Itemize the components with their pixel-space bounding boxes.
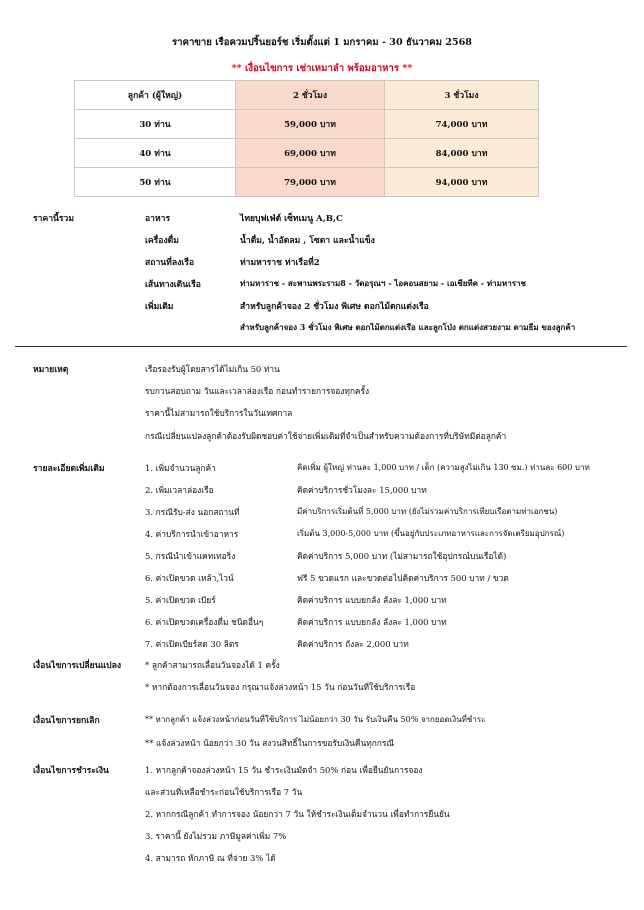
header-3-hours: 3 ชั่วโมง — [385, 81, 539, 110]
detail-value: มีค่าบริการเริ่มต้นที่ 5,000 บาท (ยังไม่รวมค่าบริการเทียบเรือตามท่าเอกชน) — [297, 507, 558, 516]
price-2-hours: 69,000 บาท — [236, 139, 385, 168]
detail-label: 5. กรณีนำเข้าแคทเทอริ่ง — [145, 551, 236, 561]
change-line: * ลูกค้าสามารถเลื่อนวันจองได้ 1 ครั้ง — [145, 660, 280, 670]
change-line: * หากต้องการเลื่อนวันจอง กรุณาแจ้งล่วงหน้า 15 วัน ก่อนวันที่ใช้บริการเรือ — [145, 682, 416, 692]
detail-value: คิดค่าบริการ แบบยกลัง ลังละ 1,000 บาท — [297, 617, 447, 627]
detail-value: ฟรี 5 ขวดแรก และขวดต่อไปคิดค่าบริการ 500 บาท / ขวด — [297, 573, 509, 583]
included-section-label: ราคานี้รวม — [33, 214, 74, 224]
payment-line: และส่วนที่เหลือชำระก่อนใช้บริการเรือ 7 วัน — [145, 787, 303, 797]
cancel-section-label: เงื่อนไขการยกเลิก — [33, 716, 100, 726]
payment-line: 4. สามารถ หักภาษี ณ ที่จ่าย 3% ได้ — [145, 853, 276, 863]
detail-value: คิดค่าบริการ 5,000 บาท (ไม่สามารถใช้อุปกรณ์บนเรือได้) — [297, 551, 507, 561]
included-label: เพิ่มเติม — [145, 302, 174, 312]
section-divider — [15, 346, 627, 347]
detail-label: 3. กรณีรับ-ส่ง นอกสถานที่ — [145, 507, 240, 517]
detail-value: คิดค่าบริการ แบบยกลัง ลังละ 1,000 บาท — [297, 595, 447, 605]
included-extra-line: สำหรับลูกค้าจอง 3 ชั่วโมง พิเศษ ดอกไม้ตกแต่งเรือ และลูกโป่ง ตกแต่งสวยงาม ตามธีม ของลูกค้า — [240, 322, 576, 332]
table-row — [75, 139, 539, 168]
guest-count: 30 ท่าน — [75, 110, 236, 139]
price-2-hours: 59,000 บาท — [236, 110, 385, 139]
guest-count: 50 ท่าน — [75, 168, 236, 197]
detail-label: 2. เพิ่มเวลาล่องเรือ — [145, 485, 214, 495]
notes-section-label: หมายเหตุ — [33, 365, 69, 375]
detail-label: 6. ค่าเปิดขวด เหล้า,ไวน์ — [145, 573, 234, 583]
price-3-hours: 84,000 บาท — [385, 139, 539, 168]
included-value: ไทยบุฟเฟ่ต์ เซ็ทเมนู A,B,C — [240, 214, 343, 224]
price-3-hours: 74,000 บาท — [385, 110, 539, 139]
header-guests: ลูกค้า (ผู้ใหญ่) — [75, 81, 236, 110]
note-line: เรือรองรับผู้โดยสารได้ไม่เกิน 50 ท่าน — [145, 364, 280, 374]
detail-label: 7. ค่าเปิดเบียร์สด 30 ลิตร — [145, 639, 239, 649]
detail-label: 6. ค่าเปิดขวดเครื่องดื่ม ชนิดอื่นๆ — [145, 617, 264, 627]
note-line: ราคานี้ไม่สามารถใช้บริการในวันเทศกาล — [145, 408, 293, 418]
payment-line: 3. ราคานี้ ยังไม่รวม ภาษีมูลค่าเพิ่ม 7% — [145, 831, 287, 841]
package-condition: ** เงื่อนไขการ เช่าเหมาลำ พร้อมอาหาร ** — [231, 63, 413, 74]
price-2-hours: 79,000 บาท — [236, 168, 385, 197]
price-table — [74, 80, 539, 197]
table-row — [75, 168, 539, 197]
included-label: เครื่องดื่ม — [145, 236, 179, 246]
change-section-label: เงื่อนไขการเปลี่ยนแปลง — [33, 661, 122, 671]
detail-value: คิดค่าบริการชั่วโมงละ 15,000 บาท — [297, 485, 427, 495]
included-label: อาหาร — [145, 214, 171, 224]
cancel-line: ** แจ้งล่วงหน้า น้อยกว่า 30 วัน สงวนสิทธิ์ในการขอรับเงินคืนทุกกรณี — [145, 738, 395, 748]
detail-label: 4. ค่าบริการนำเข้าอาหาร — [145, 529, 239, 539]
note-line: กรณีเปลี่ยนแปลงลูกค้าต้องรับผิดชอบค่าใช้จ่ายเพิ่มเติมที่จำเป็นสำหรับความต้องการที่บริษัทมีต่อลูกค้า — [145, 431, 507, 441]
included-label: สถานที่ลงเรือ — [145, 258, 194, 268]
header-2-hours: 2 ชั่วโมง — [236, 81, 385, 110]
included-value: สำหรับลูกค้าจอง 2 ชั่วโมง พิเศษ ดอกไม้ตกแต่งเรือ — [240, 302, 429, 312]
included-value: ท่ามหาราช ท่าเรือที่2 — [240, 258, 320, 268]
guest-count: 40 ท่าน — [75, 139, 236, 168]
detail-value: คิดเพิ่ม ผู้ใหญ่ ท่านละ 1,000 บาท / เด็ก (ความสูงไม่เกิน 130 ซม.) ท่านละ 600 บาท — [297, 463, 590, 472]
price-3-hours: 94,000 บาท — [385, 168, 539, 197]
included-value: น้ำดื่ม, น้ำอัดลม , โซดา และน้ำแข็ง — [240, 236, 375, 246]
detail-value: คิดค่าบริการ ถังละ 2,000 บาท — [297, 639, 409, 649]
included-label: เส้นทางเดินเรือ — [145, 280, 201, 290]
details-section-label: รายละเอียดเพิ่มเติม — [33, 464, 105, 474]
payment-line: 1. หากลูกค้าจองล่วงหน้า 15 วัน ชำระเงินมัดจำ 50% ก่อน เพื่อยืนยันการจอง — [145, 765, 423, 775]
detail-value: เริ่มต้น 3,000-5,000 บาท (ขึ้นอยู่กับประเภทอาหารและการจัดเตรียมอุปกรณ์) — [297, 529, 565, 538]
payment-section-label: เงื่อนไขการชำระเงิน — [33, 766, 109, 776]
table-header-row — [75, 81, 539, 110]
included-value: ท่ามหาราช - สะพานพระราม8 - วัดอรุณฯ - ไอคอนสยาม - เอเชียทีค - ท่ามหาราช — [240, 278, 526, 288]
payment-line: 2. หากกรณีลูกค้า ทำการจอง น้อยกว่า 7 วัน ให้ชำระเงินเต็มจำนวน เพื่อทำการยืนยัน — [145, 809, 450, 819]
table-row — [75, 110, 539, 139]
note-line: รบกวนสอบถาม วันและเวลาล่องเรือ ก่อนทำรายการจองทุกครั้ง — [145, 386, 370, 396]
detail-label: 5. ค่าเปิดขวด เบียร์ — [145, 595, 216, 605]
cancel-line: ** หากลูกค้า แจ้งล่วงหน้าก่อนวันที่ใช้บริการ ไม่น้อยกว่า 30 วัน รับเงินคืน 50% จากยอดเงินที่ชำระ — [145, 715, 486, 724]
page-title: ราคาขาย เรือควมปริ้นยอร์ช เริ่มตั้งแต่ 1 มกราคม - 30 ธันวาคม 2568 — [172, 37, 472, 48]
detail-label: 1. เพิ่มจำนวนลูกค้า — [145, 463, 216, 473]
